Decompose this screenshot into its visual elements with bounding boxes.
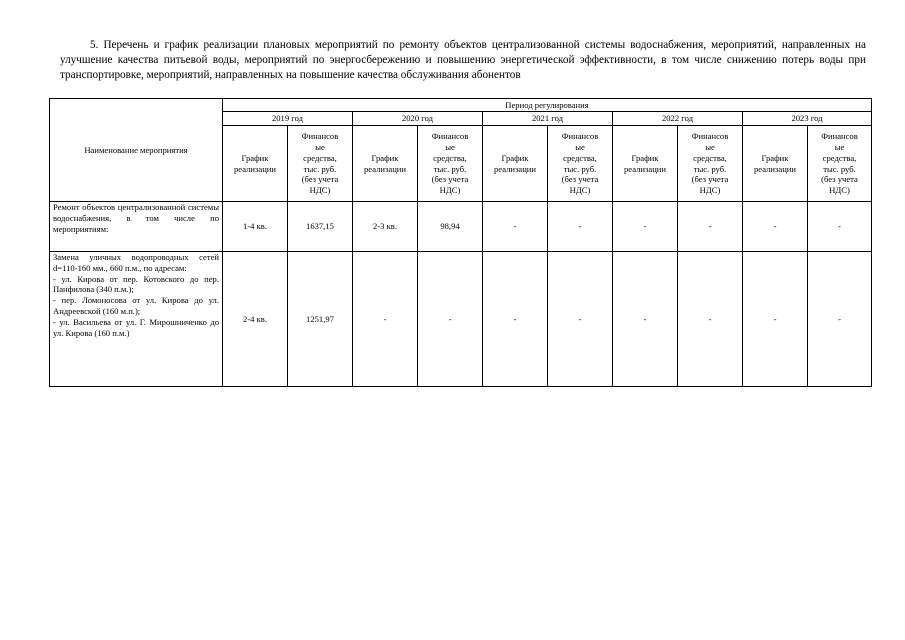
finance-header-line: средства, bbox=[822, 152, 857, 163]
finance-cell: - bbox=[678, 252, 743, 387]
finance-header-line: НДС) bbox=[309, 185, 331, 196]
year-header: 2019 год bbox=[223, 112, 353, 126]
year-header: 2020 год bbox=[353, 112, 483, 126]
finance-header-line: тыс. руб. bbox=[823, 163, 856, 174]
measure-line: - ул. Кирова от пер. Котовского до пер. Панфилова (340 п.м.); bbox=[53, 273, 219, 295]
schedule-cell: - bbox=[613, 202, 678, 252]
finance-header-line: (без учета bbox=[301, 174, 339, 185]
table-row bbox=[50, 202, 872, 252]
finance-cell: - bbox=[548, 202, 613, 252]
finance-header-line: средства, bbox=[693, 152, 727, 163]
measure-name: Ремонт объектов централизованной системы водоснабжения, в том числе по мероприятиям: bbox=[50, 202, 223, 252]
finance-header-line: ые bbox=[445, 141, 455, 152]
finance-header-line: Финансов bbox=[431, 131, 469, 142]
finance-header-line: ые bbox=[315, 141, 325, 152]
finance-header-line: тыс. руб. bbox=[563, 163, 597, 174]
finance-header-line: (без учета bbox=[561, 174, 599, 185]
schedule-cell: 2-4 кв. bbox=[223, 252, 288, 387]
finance-cell: 1637,15 bbox=[288, 202, 353, 252]
table-row bbox=[50, 252, 872, 387]
schedule-header: График реализации bbox=[483, 126, 548, 202]
schedule-header: График реализации bbox=[743, 126, 808, 202]
schedule-cell: - bbox=[743, 202, 808, 252]
finance-header bbox=[418, 126, 483, 202]
finance-header-line: ые bbox=[575, 141, 585, 152]
finance-header-line: (без учета bbox=[821, 174, 858, 185]
finance-cell: 98,94 bbox=[418, 202, 483, 252]
measure-line: - пер. Ломоносова от ул. Кирова до ул. Андреевской (160 м.п.); bbox=[53, 295, 219, 316]
name-column-header: Наименование мероприятия bbox=[50, 99, 223, 202]
finance-header-line: ые bbox=[834, 141, 845, 152]
finance-header bbox=[288, 126, 353, 202]
finance-cell: - bbox=[808, 252, 872, 387]
measure-name bbox=[50, 252, 223, 387]
schedule-header: График реализации bbox=[353, 126, 418, 202]
finance-header-line: Финансов bbox=[561, 131, 599, 142]
year-header: 2021 год bbox=[483, 112, 613, 126]
year-header: 2022 год bbox=[613, 112, 743, 126]
finance-header-line: Финансов bbox=[301, 131, 339, 142]
finance-header bbox=[808, 126, 872, 202]
finance-header-line: (без учета bbox=[691, 174, 729, 185]
schedule-cell: - bbox=[353, 252, 418, 387]
finance-header-line: (без учета bbox=[431, 174, 469, 185]
finance-header-line: тыс. руб. bbox=[303, 163, 337, 174]
finance-header-line: НДС) bbox=[699, 185, 721, 196]
finance-cell: - bbox=[808, 202, 872, 252]
measure-line: Замена уличных водопроводных сетей d=110-160 мм., 660 п.м., по адресам: bbox=[53, 252, 219, 273]
finance-header-line: НДС) bbox=[439, 185, 461, 196]
finance-header-line: Финансов bbox=[821, 131, 858, 142]
plan-table bbox=[49, 98, 872, 387]
finance-header-line: средства, bbox=[563, 152, 597, 163]
schedule-cell: 2-3 кв. bbox=[353, 202, 418, 252]
schedule-cell: - bbox=[483, 202, 548, 252]
schedule-cell: - bbox=[483, 252, 548, 387]
finance-cell: - bbox=[548, 252, 613, 387]
schedule-cell: 1-4 кв. bbox=[223, 202, 288, 252]
finance-header bbox=[678, 126, 743, 202]
finance-header-line: тыс. руб. bbox=[433, 163, 467, 174]
measure-line: - ул. Васильева от ул. Г. Мирошниченко до ул. Кирова (160 п.м.) bbox=[53, 316, 219, 338]
schedule-header: График реализации bbox=[613, 126, 678, 202]
schedule-header: График реализации bbox=[223, 126, 288, 202]
year-header: 2023 год bbox=[743, 112, 872, 126]
section-heading: 5. Перечень и график реализации плановых мероприятий по ремонту объектов централизованной системы водоснабжения, мероприятий, направленных на улучшение качества питьевой воды, мероприятий по энергосбережению и повышению энергетической эффективности, в том числе снижению потерь воды при транспортировке, мероприятий, направленных на повышение качества обслуживания абонентов bbox=[60, 39, 866, 81]
header-row-period bbox=[50, 99, 872, 112]
period-header: Период регулирования bbox=[223, 99, 872, 112]
finance-header-line: тыс. руб. bbox=[693, 163, 727, 174]
schedule-cell: - bbox=[743, 252, 808, 387]
finance-header-line: НДС) bbox=[829, 185, 850, 196]
schedule-cell: - bbox=[613, 252, 678, 387]
finance-header-line: средства, bbox=[303, 152, 337, 163]
finance-header-line: Финансов bbox=[691, 131, 729, 142]
finance-cell: - bbox=[418, 252, 483, 387]
finance-header-line: НДС) bbox=[569, 185, 591, 196]
finance-cell: 1251,97 bbox=[288, 252, 353, 387]
finance-cell: - bbox=[678, 202, 743, 252]
finance-header bbox=[548, 126, 613, 202]
finance-header-line: ые bbox=[705, 141, 715, 152]
finance-header-line: средства, bbox=[433, 152, 467, 163]
